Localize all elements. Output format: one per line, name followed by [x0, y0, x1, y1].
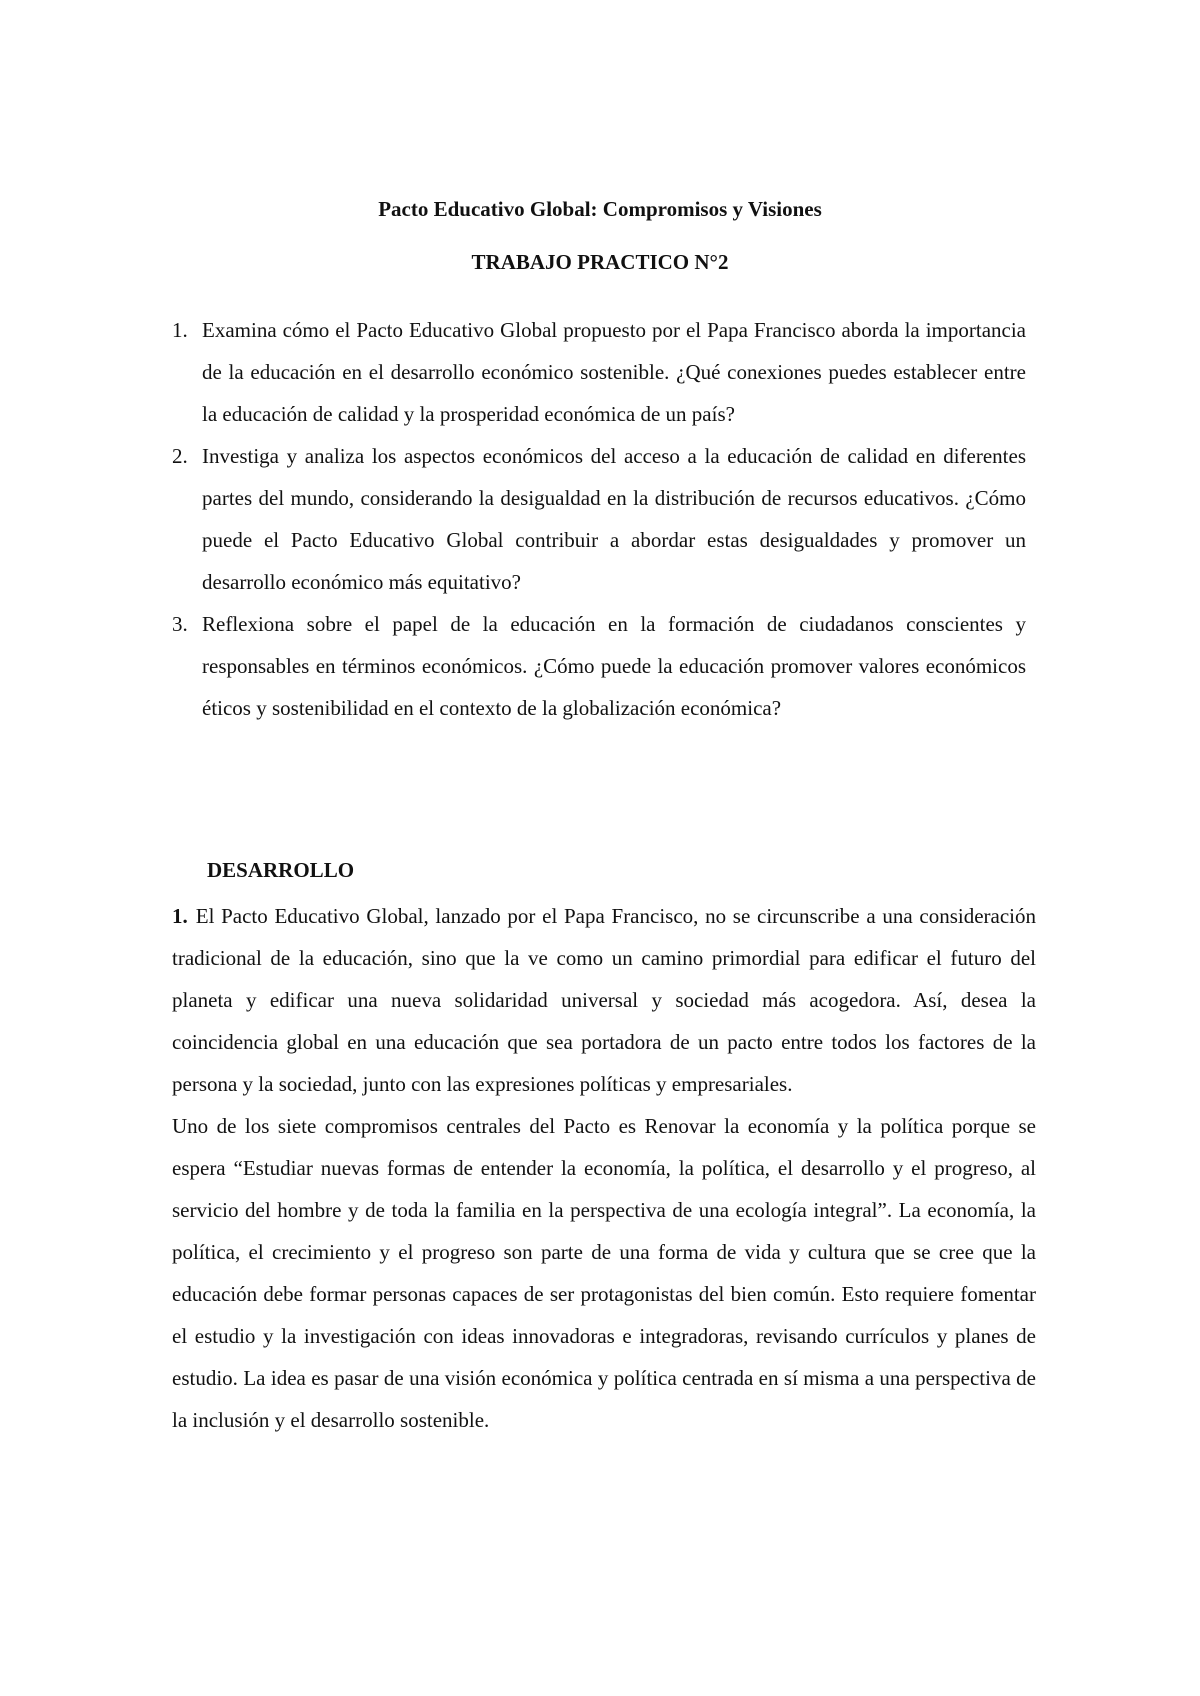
question-text: Examina cómo el Pacto Educativo Global propuesto por el Papa Francisco aborda la importancia de la educación en el desarrollo económico sostenible. ¿Qué conexiones puedes establecer entre la educación de calidad y la prosperidad económica de un país? [202, 318, 1026, 426]
question-text: Reflexiona sobre el papel de la educación en la formación de ciudadanos conscientes y responsables en términos económicos. ¿Cómo puede la educación promover valores económicos éticos y sostenibilidad en el contexto de la globalización económica? [202, 612, 1026, 720]
development-paragraph [172, 895, 1036, 1105]
question-list [172, 309, 1026, 729]
question-text: Investiga y analiza los aspectos económicos del acceso a la educación de calidad en diferentes partes del mundo, considerando la desigualdad en la distribución de recursos educativos. ¿Cómo puede el Pacto Educativo Global contribuir a abordar estas desigualdades y promover un desarrollo económico más equitativo? [202, 444, 1026, 594]
question-number: 3. [172, 612, 188, 636]
question-number: 1. [172, 318, 188, 342]
question-item [172, 435, 1026, 603]
paragraph-text: El Pacto Educativo Global, lanzado por el Papa Francisco, no se circunscribe a una consideración tradicional de la educación, sino que la ve como un camino primordial para edificar el futuro del planeta y edificar una nueva solidaridad universal y sociedad más acogedora. Así, desea la coincidencia global en una educación que sea portadora de un pacto entre todos los factores de la persona y la sociedad, junto con las expresiones políticas y empresariales. [172, 904, 1036, 1096]
section-heading-desarrollo: DESARROLLO [207, 858, 355, 882]
answer-number: 1. [172, 904, 188, 928]
question-item [172, 603, 1026, 729]
development-body [172, 895, 1036, 1441]
question-item [172, 309, 1026, 435]
document-title: Pacto Educativo Global: Compromisos y Visiones [378, 197, 822, 221]
development-paragraph: Uno de los siete compromisos centrales del Pacto es Renovar la economía y la política porque se espera “Estudiar nuevas formas de entender la economía, la política, el desarrollo y el progreso, al servicio del hombre y de toda la familia en la perspectiva de una ecología integral”. La economía, la política, el crecimiento y el progreso son parte de una forma de vida y cultura que se cree que la educación debe formar personas capaces de ser protagonistas del bien común. Esto requiere fomentar el estudio y la investigación con ideas innovadoras e integradoras, revisando currículos y planes de estudio. La idea es pasar de una visión económica y política centrada en sí misma a una perspectiva de la inclusión y el desarrollo sostenible. [172, 1114, 1036, 1432]
document-subtitle: TRABAJO PRACTICO N°2 [471, 250, 729, 274]
question-number: 2. [172, 444, 188, 468]
